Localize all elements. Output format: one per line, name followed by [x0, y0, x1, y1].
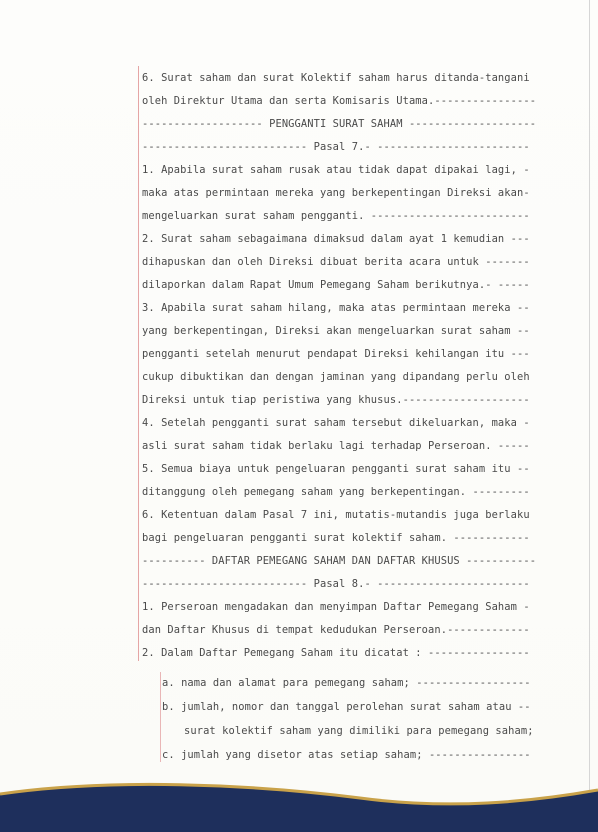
text-line: pengganti setelah menurut pendapat Direksi kehilangan itu --- — [142, 348, 530, 360]
text-line: mengeluarkan surat saham pengganti. ------------------------- — [142, 210, 530, 222]
section-heading: ---------- DAFTAR PEMEGANG SAHAM DAN DAFTAR KHUSUS ----------- — [142, 555, 537, 567]
text-line: ditanggung oleh pemegang saham yang berkepentingan. --------- — [142, 486, 530, 498]
text-line: cukup dibuktikan dan dengan jaminan yang dipandang perlu oleh — [142, 371, 530, 383]
list-item: c. jumlah yang disetor atas setiap saham; ---------------- — [162, 749, 531, 761]
text-line: 4. Setelah pengganti surat saham tersebut dikeluarkan, maka - — [142, 417, 530, 429]
text-line: oleh Direktur Utama dan serta Komisaris Utama.---------------- — [142, 95, 537, 107]
margin-rule — [138, 66, 139, 661]
list-item: a. nama dan alamat para pemegang saham; ------------------ — [162, 677, 531, 689]
footer-wave-decoration — [0, 772, 598, 832]
text-line: 2. Surat saham sebagaimana dimaksud dalam ayat 1 kemudian --- — [142, 233, 530, 245]
margin-rule-indent — [160, 672, 161, 762]
text-line: yang berkepentingan, Direksi akan mengeluarkan surat saham -- — [142, 325, 530, 337]
text-line: bagi pengeluaran pengganti surat kolektif saham. ------------ — [142, 532, 530, 544]
text-line: Direksi untuk tiap peristiwa yang khusus.-------------------- — [142, 394, 530, 406]
section-heading: ------------------- PENGGANTI SURAT SAHAM -------------------- — [142, 118, 537, 130]
text-line: 1. Apabila surat saham rusak atau tidak dapat dipakai lagi, - — [142, 164, 530, 176]
text-line: 2. Dalam Daftar Pemegang Saham itu dicatat : ---------------- — [142, 647, 530, 659]
text-line: asli surat saham tidak berlaku lagi terhadap Perseroan. ----- — [142, 440, 530, 452]
list-item-continuation: surat kolektif saham yang dimiliki para pemegang saham; — [184, 725, 534, 737]
page-edge — [589, 0, 590, 790]
text-line: 5. Semua biaya untuk pengeluaran pengganti surat saham itu -- — [142, 463, 530, 475]
list-item: b. jumlah, nomor dan tanggal perolehan surat saham atau -- — [162, 701, 531, 713]
text-line: dilaporkan dalam Rapat Umum Pemegang Saham berikutnya.- ----- — [142, 279, 530, 291]
text-line: dihapuskan dan oleh Direksi dibuat berita acara untuk ------- — [142, 256, 530, 268]
article-heading: -------------------------- Pasal 7.- ------------------------ — [142, 141, 530, 153]
text-line: 1. Perseroan mengadakan dan menyimpan Daftar Pemegang Saham - — [142, 601, 530, 613]
article-heading: -------------------------- Pasal 8.- ------------------------ — [142, 578, 530, 590]
text-line: 6. Ketentuan dalam Pasal 7 ini, mutatis-mutandis juga berlaku — [142, 509, 530, 521]
text-line: maka atas permintaan mereka yang berkepentingan Direksi akan- — [142, 187, 530, 199]
text-line: 6. Surat saham dan surat Kolektif saham harus ditanda-tangani — [142, 72, 530, 84]
text-line: dan Daftar Khusus di tempat kedudukan Perseroan.------------- — [142, 624, 530, 636]
text-line: 3. Apabila surat saham hilang, maka atas permintaan mereka -- — [142, 302, 530, 314]
